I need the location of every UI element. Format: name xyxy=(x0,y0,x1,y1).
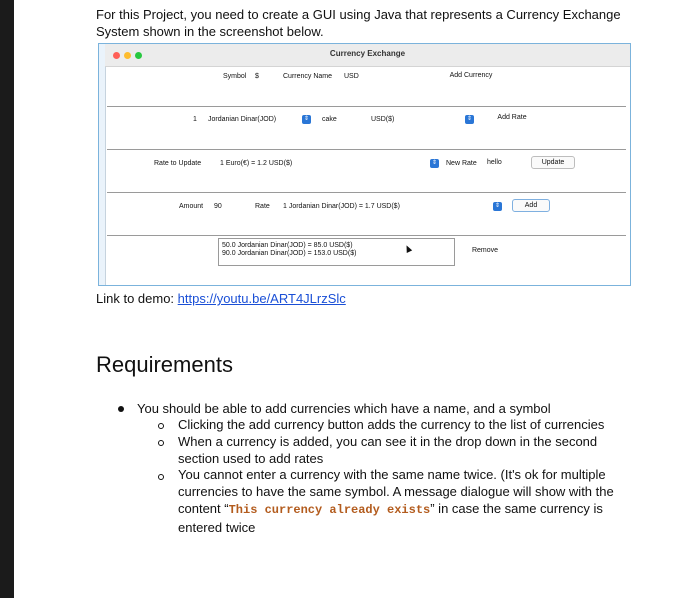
window-titlebar xyxy=(105,44,630,67)
symbol-label: Symbol xyxy=(223,73,247,80)
bullet-icon xyxy=(118,406,124,412)
currency-name-label: Currency Name xyxy=(283,73,333,80)
requirement-bullet: You should be able to add currencies which have a name, and a symbol xyxy=(137,401,551,416)
sub-bullet-icon xyxy=(158,423,164,429)
requirement-sub-3 xyxy=(178,466,618,536)
demo-link-line xyxy=(96,291,346,306)
sub-bullet-icon xyxy=(158,440,164,446)
rate-to-update-dropdown-icon[interactable]: ⇕ xyxy=(431,160,438,166)
add-currency-button[interactable]: Add Currency xyxy=(449,72,493,79)
new-rate-field[interactable]: hello xyxy=(484,156,524,168)
rate-select[interactable]: 1 Jordanian Dinar(JOD) = 1.7 USD($) xyxy=(283,203,400,210)
demo-link[interactable]: https://youtu.be/ART4JLrzSlc xyxy=(177,291,346,306)
intro-paragraph: For this Project, you need to create a GUI using Java that represents a Currency Exchange System shown in the screenshot below. xyxy=(96,7,621,39)
from-currency-select[interactable]: Jordanian Dinar(JOD) xyxy=(208,116,277,123)
window-title: Currency Exchange xyxy=(329,49,406,58)
add-rate-button[interactable]: Add Rate xyxy=(497,114,527,121)
amount-field[interactable]: 90 xyxy=(211,200,247,212)
conversion-results-list[interactable] xyxy=(218,238,455,266)
symbol-field[interactable]: $ xyxy=(252,70,276,82)
remove-button[interactable]: Remove xyxy=(471,247,499,254)
from-currency-dropdown-icon[interactable]: ⇕ xyxy=(303,116,310,122)
amount-label: Amount xyxy=(179,203,204,210)
new-rate-label: New Rate xyxy=(446,160,477,167)
demo-link-label: Link to demo: xyxy=(96,291,175,306)
result-item[interactable]: 90.0 Jordanian Dinar(JOD) = 153.0 USD($) xyxy=(222,250,357,257)
update-rate-panel xyxy=(107,149,626,193)
to-currency-dropdown-icon[interactable]: ⇕ xyxy=(466,116,473,122)
currency-name-field[interactable]: USD xyxy=(341,70,431,82)
rate-value-field[interactable]: cake xyxy=(322,116,337,123)
rate-to-update-label: Rate to Update xyxy=(154,160,202,167)
left-edge-bar xyxy=(0,0,14,598)
add-currency-panel xyxy=(107,66,626,107)
requirement-sub-1: Clicking the add currency button adds the currency to the list of currencies xyxy=(178,417,605,432)
sub-bullet-icon xyxy=(158,474,164,480)
requirement-sub-3-text-b: ” in case the same currency is entered twice xyxy=(178,501,603,535)
to-currency-select[interactable]: USD($) xyxy=(371,116,395,123)
requirement-sub-3-text-a: You cannot enter a currency with the same name twice. (It's ok for multiple currencies to have the same symbol. A message dialogue will show with the content “ xyxy=(178,467,614,516)
rate-amount-field[interactable]: 1 xyxy=(193,116,197,123)
rate-label: Rate xyxy=(255,203,270,210)
requirement-sub-2: When a currency is added, you can see it in the drop down in the second section used to add rates xyxy=(178,434,598,466)
app-window-screenshot xyxy=(98,43,631,286)
add-conversion-button[interactable]: Add xyxy=(512,199,550,212)
duplicate-message-code: This currency already exists xyxy=(228,503,431,517)
add-rate-panel xyxy=(107,106,626,150)
requirements-heading: Requirements xyxy=(96,352,233,377)
convert-panel xyxy=(107,192,626,236)
rate-dropdown-icon[interactable]: ⇕ xyxy=(494,203,501,209)
result-item[interactable]: 50.0 Jordanian Dinar(JOD) = 85.0 USD($) xyxy=(222,242,353,249)
rate-to-update-select[interactable]: 1 Euro(€) = 1.2 USD($) xyxy=(220,160,293,167)
update-button[interactable]: Update xyxy=(531,156,575,169)
